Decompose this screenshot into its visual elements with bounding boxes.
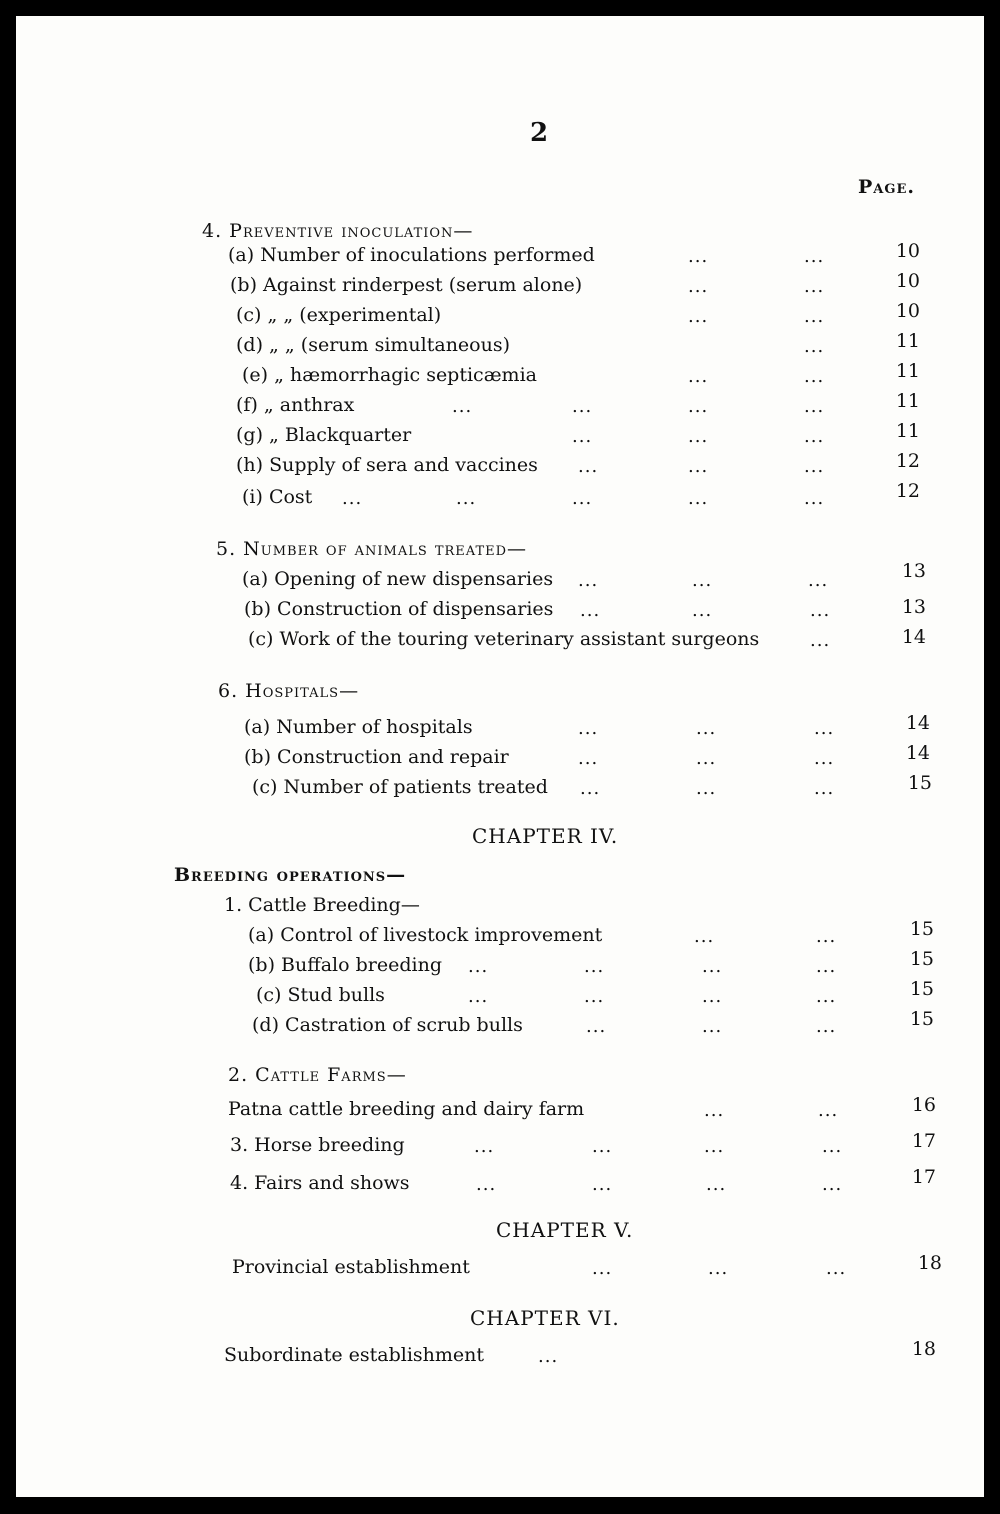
entry-page: 11 [895,420,920,442]
leader-dots: ... [816,986,837,1007]
leader-dots: ... [818,1100,839,1121]
leader-dots: ... [804,396,825,417]
leader-dots: ... [694,926,715,947]
leader-dots: ... [702,1016,723,1037]
leader-dots: ... [578,456,599,477]
leader-dots: ... [592,1174,613,1195]
leader-dots: ... [578,718,599,739]
entry-page: 10 [895,300,920,322]
leader-dots: ... [702,956,723,977]
leader-dots: ... [692,600,713,621]
leader-dots: ... [822,1174,843,1195]
leader-dots: ... [696,718,717,739]
leader-dots: ... [696,748,717,769]
leader-dots: ... [688,366,709,387]
entry-page: 11 [895,330,920,352]
entry-page: 11 [895,390,920,412]
entry-label: (a) Number of inoculations performed [228,244,595,266]
entry-label: (b) Against rinderpest (serum alone) [230,274,583,296]
leader-dots: ... [804,426,825,447]
breeding-operations-title: Breeding operations— [174,864,407,886]
scan-border [984,0,1000,1514]
leader-dots: ... [584,986,605,1007]
leader-dots: ... [468,986,489,1007]
entry-label: Subordinate establishment [224,1344,485,1366]
entry-label: Patna cattle breeding and dairy farm [228,1098,585,1120]
entry-label: (i) Cost [242,486,313,508]
entry-page: 18 [911,1338,936,1360]
leader-dots: ... [814,718,835,739]
entry-label: (c) Work of the touring veterinary assistant surgeons [248,628,760,650]
page-number: 2 [530,118,549,148]
leader-dots: ... [572,488,593,509]
entry-page: 15 [909,1008,934,1030]
entry-label: (d) „ „ (serum simultaneous) [236,334,511,356]
entry-label: Provincial establishment [232,1256,470,1278]
leader-dots: ... [584,956,605,977]
entry-label: (c) Number of patients treated [252,776,548,798]
leader-dots: ... [474,1136,495,1157]
entry-page: 14 [901,626,926,648]
leader-dots: ... [708,1258,729,1279]
leader-dots: ... [578,748,599,769]
leader-dots: ... [810,630,831,651]
entry-label: (b) Construction and repair [244,746,509,768]
entry-page: 18 [917,1252,942,1274]
leader-dots: ... [692,570,713,591]
leader-dots: ... [580,600,601,621]
leader-dots: ... [592,1136,613,1157]
section-4-title: 4. Preventive inoculation— [202,220,474,242]
leader-dots: ... [702,986,723,1007]
leader-dots: ... [580,778,601,799]
leader-dots: ... [816,1016,837,1037]
leader-dots: ... [804,456,825,477]
leader-dots: ... [572,396,593,417]
page-margin-strip [964,16,984,1497]
chapter-6-heading: CHAPTER VI. [470,1306,620,1330]
entry-page: 15 [909,918,934,940]
leader-dots: ... [814,748,835,769]
leader-dots: ... [476,1174,497,1195]
leader-dots: ... [804,246,825,267]
entry-page: 11 [895,360,920,382]
entry-page: 14 [905,742,930,764]
entry-label: (c) Stud bulls [256,984,385,1006]
entry-page: 10 [895,270,920,292]
leader-dots: ... [804,366,825,387]
leader-dots: ... [816,956,837,977]
cattle-breeding-title: 1. Cattle Breeding— [224,894,420,916]
leader-dots: ... [808,570,829,591]
leader-dots: ... [804,306,825,327]
leader-dots: ... [816,926,837,947]
leader-dots: ... [688,426,709,447]
leader-dots: ... [688,246,709,267]
leader-dots: ... [572,426,593,447]
entry-page: 15 [907,772,932,794]
chapter-4-heading: CHAPTER IV. [472,824,619,848]
section-5-title: 5. Number of animals treated— [216,538,528,560]
leader-dots: ... [810,600,831,621]
leader-dots: ... [688,488,709,509]
entry-label: 4. Fairs and shows [230,1172,410,1194]
page-column-header: Page. [858,176,915,198]
leader-dots: ... [688,396,709,417]
entry-label: (f) „ anthrax [236,394,355,416]
leader-dots: ... [688,456,709,477]
entry-label: (d) Castration of scrub bulls [252,1014,523,1036]
leader-dots: ... [804,488,825,509]
leader-dots: ... [456,488,477,509]
entry-label: (g) „ Blackquarter [236,424,412,446]
section-6-title: 6. Hospitals— [218,680,360,702]
leader-dots: ... [586,1016,607,1037]
leader-dots: ... [706,1174,727,1195]
leader-dots: ... [578,570,599,591]
leader-dots: ... [814,778,835,799]
leader-dots: ... [826,1258,847,1279]
entry-page: 13 [901,560,926,582]
leader-dots: ... [804,336,825,357]
leader-dots: ... [704,1136,725,1157]
leader-dots: ... [468,956,489,977]
leader-dots: ... [696,778,717,799]
entry-page: 17 [911,1130,936,1152]
entry-label: (a) Number of hospitals [244,716,473,738]
leader-dots: ... [592,1258,613,1279]
entry-page: 15 [909,948,934,970]
entry-page: 12 [895,480,920,502]
entry-page: 12 [895,450,920,472]
document-page [16,16,964,1497]
leader-dots: ... [452,396,473,417]
leader-dots: ... [704,1100,725,1121]
leader-dots: ... [804,276,825,297]
leader-dots: ... [822,1136,843,1157]
leader-dots: ... [342,488,363,509]
entry-label: (b) Construction of dispensaries [244,598,554,620]
entry-page: 17 [911,1166,936,1188]
leader-dots: ... [688,276,709,297]
entry-page: 15 [909,978,934,1000]
entry-label: (e) „ hæmorrhagic septicæmia [242,364,537,386]
entry-page: 10 [895,240,920,262]
entry-label: (h) Supply of sera and vaccines [236,454,538,476]
cattle-farms-title: 2. Cattle Farms— [228,1064,407,1086]
entry-page: 13 [901,596,926,618]
chapter-5-heading: CHAPTER V. [496,1218,634,1242]
entry-label: (a) Opening of new dispensaries [242,568,554,590]
entry-page: 14 [905,712,930,734]
leader-dots: ... [688,306,709,327]
entry-label: (c) „ „ (experimental) [236,304,442,326]
leader-dots: ... [538,1346,559,1367]
entry-label: 3. Horse breeding [230,1134,405,1156]
entry-label: (a) Control of livestock improvement [248,924,603,946]
entry-label: (b) Buffalo breeding [248,954,442,976]
entry-page: 16 [911,1094,936,1116]
